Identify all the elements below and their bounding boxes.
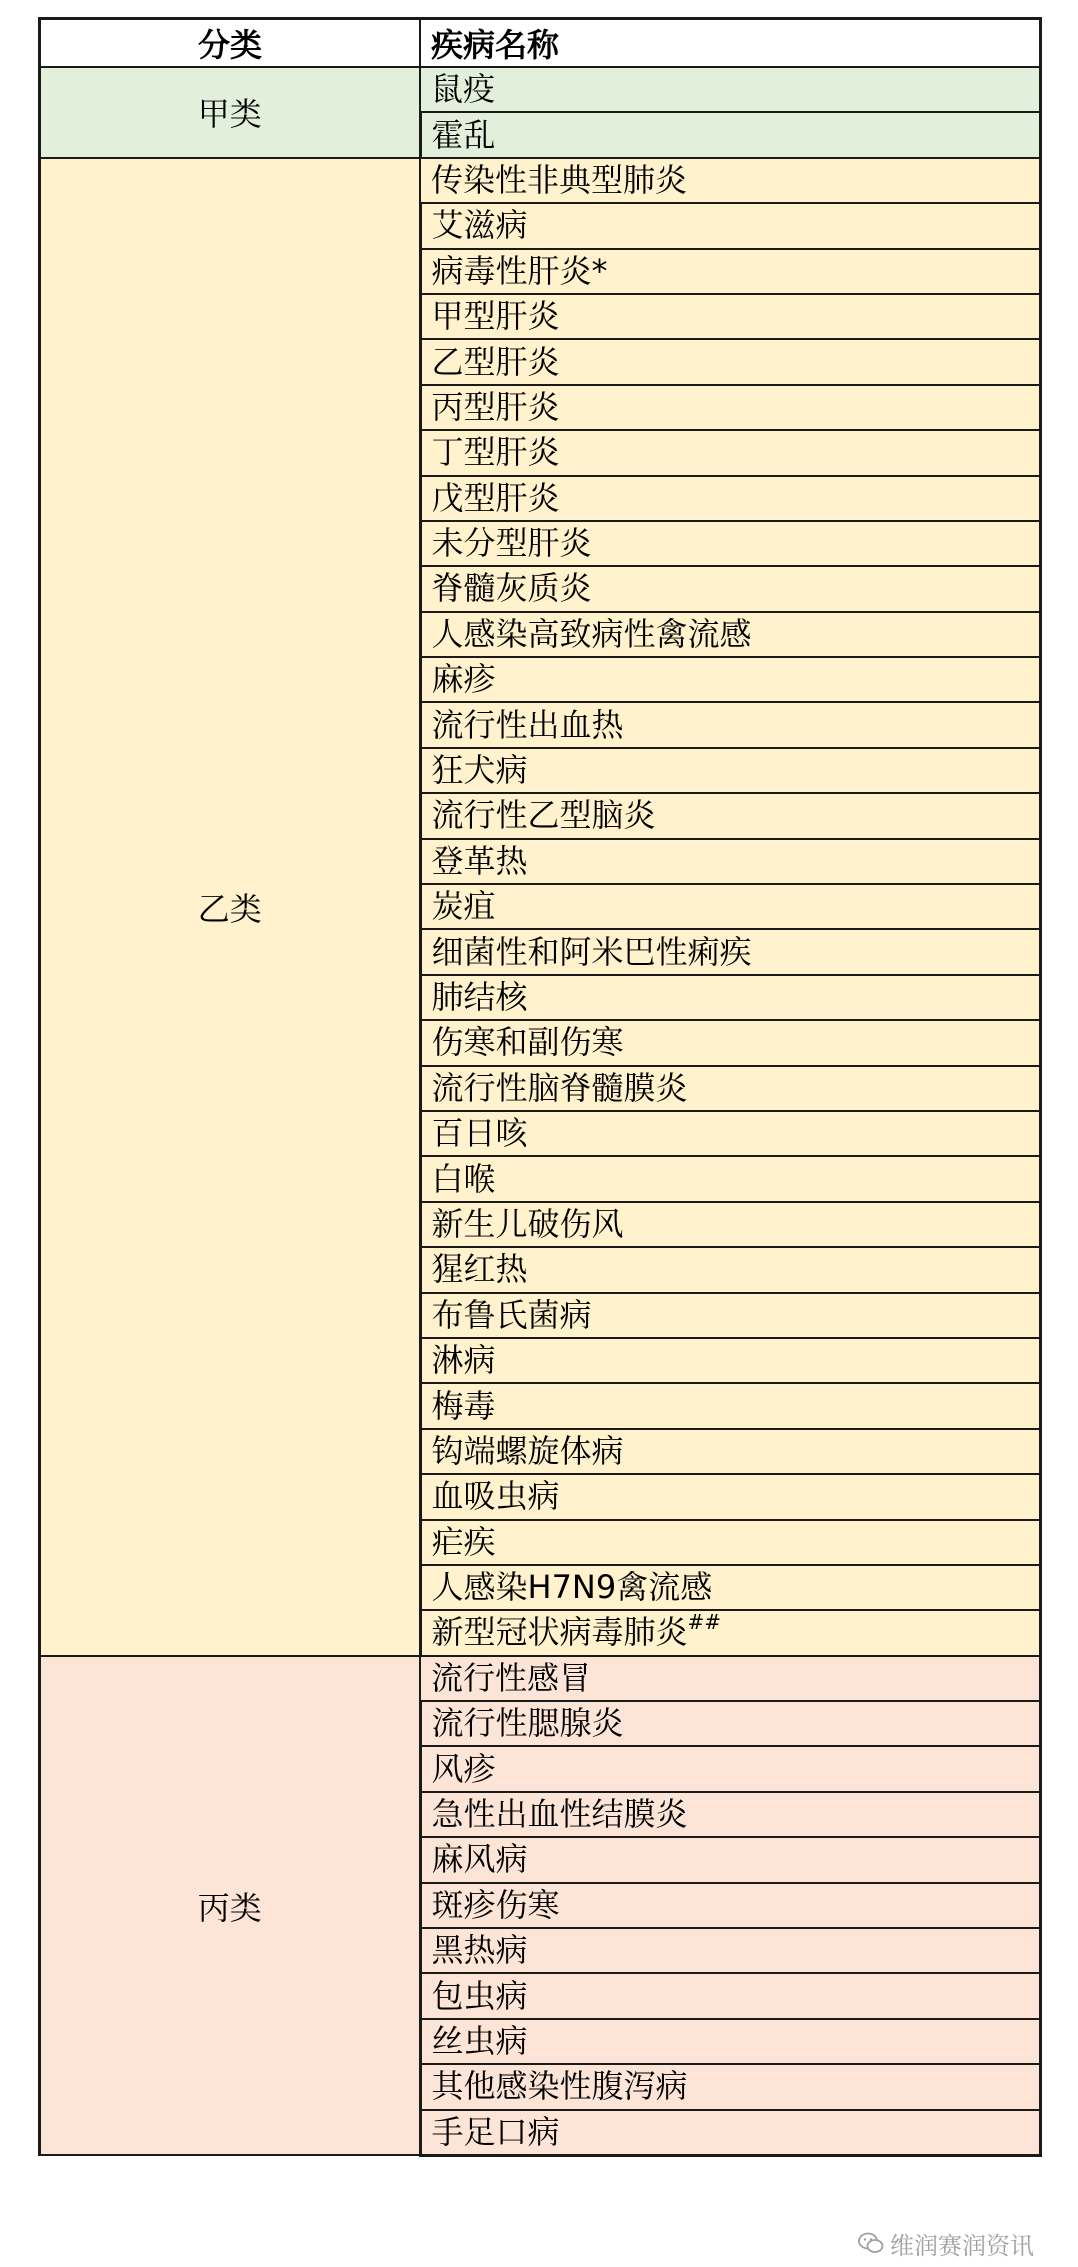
disease-name: 乙型肝炎	[431, 342, 560, 381]
header-category: 分类	[40, 19, 421, 68]
disease-cell	[420, 702, 1041, 747]
disease-classification-table	[38, 17, 1042, 2157]
disease-name: 炭疽	[431, 887, 496, 926]
disease-name: 人感染H7N9禽流感	[431, 1568, 713, 1607]
disease-name: 流行性感冒	[431, 1658, 592, 1697]
disease-cell	[420, 521, 1041, 566]
disease-name: 急性出血性结膜炎	[431, 1795, 688, 1834]
disease-cell	[420, 748, 1041, 793]
disease-name: 钩端螺旋体病	[431, 1431, 624, 1470]
disease-cell	[420, 2064, 1041, 2109]
category-cell: 甲类	[40, 67, 421, 158]
disease-name: 脊髓灰质炎	[431, 569, 592, 608]
disease-cell	[420, 294, 1041, 339]
disease-name: 斑疹伤寒	[431, 1885, 560, 1924]
header-row	[40, 19, 1041, 68]
disease-name: 丙型肝炎	[431, 387, 560, 426]
disease-name: 丝虫病	[431, 2021, 528, 2060]
disease-name: 白喉	[431, 1159, 496, 1198]
group-1	[40, 158, 1041, 1656]
disease-name: 血吸虫病	[431, 1477, 560, 1516]
disease-cell	[420, 67, 1041, 112]
disease-cell	[420, 1066, 1041, 1111]
disease-name: 布鲁氏菌病	[431, 1295, 592, 1334]
disease-cell	[420, 566, 1041, 611]
disease-cell	[420, 2110, 1041, 2156]
disease-cell	[420, 612, 1041, 657]
disease-name: 疟疾	[431, 1522, 496, 1561]
disease-cell	[420, 1111, 1041, 1156]
disease-cell	[420, 929, 1041, 974]
category-cell: 丙类	[40, 1656, 421, 2156]
disease-cell	[420, 1202, 1041, 1247]
disease-name: 百日咳	[431, 1114, 528, 1153]
disease-cell	[420, 1656, 1041, 1701]
disease-name: 细菌性和阿米巴性痢疾	[431, 932, 752, 971]
disease-cell	[420, 1973, 1041, 2018]
disease-name: 甲型肝炎	[431, 297, 560, 336]
disease-name: 伤寒和副伤寒	[431, 1023, 624, 1062]
disease-cell	[420, 1338, 1041, 1383]
disease-cell	[420, 203, 1041, 248]
disease-name: 狂犬病	[431, 751, 528, 790]
disease-name: 未分型肝炎	[431, 524, 592, 563]
disease-name: 黑热病	[431, 1931, 528, 1970]
disease-cell	[420, 1701, 1041, 1746]
disease-cell	[420, 339, 1041, 384]
disease-name: 手足口病	[431, 2112, 560, 2151]
table-row	[40, 67, 1041, 112]
disease-cell	[420, 839, 1041, 884]
disease-name: 人感染高致病性禽流感	[431, 614, 752, 653]
category-cell: 乙类	[40, 158, 421, 1656]
disease-name: 登革热	[431, 841, 528, 880]
disease-cell	[420, 1429, 1041, 1474]
disease-name: 其他感染性腹泻病	[431, 2067, 688, 2106]
wechat-icon	[858, 2232, 884, 2254]
disease-cell	[420, 1293, 1041, 1338]
disease-name: 病毒性肝炎*	[431, 251, 608, 290]
disease-cell	[420, 1565, 1041, 1610]
group-0	[40, 67, 1041, 158]
disease-cell	[420, 1746, 1041, 1791]
disease-name: 流行性出血热	[431, 705, 624, 744]
disease-cell	[420, 1020, 1041, 1065]
disease-name: 流行性乙型脑炎	[431, 796, 656, 835]
disease-name: 丁型肝炎	[431, 433, 560, 472]
disease-name: 鼠疫	[431, 70, 496, 109]
disease-cell	[420, 1928, 1041, 1973]
disease-cell	[420, 1837, 1041, 1882]
disease-name: 猩红热	[431, 1250, 528, 1289]
disease-name: 新型冠状病毒肺炎	[431, 1613, 688, 1652]
disease-cell	[420, 1610, 1041, 1655]
disease-name: 麻风病	[431, 1840, 528, 1879]
group-2	[40, 1656, 1041, 2156]
disease-name: 麻疹	[431, 660, 496, 699]
disease-name: 包虫病	[431, 1976, 528, 2015]
watermark	[858, 2228, 1034, 2258]
footnote-mark: ##	[687, 1610, 722, 1635]
disease-cell	[420, 249, 1041, 294]
disease-cell	[420, 112, 1041, 157]
disease-name: 风疹	[431, 1749, 496, 1788]
disease-name: 流行性腮腺炎	[431, 1704, 624, 1743]
disease-cell	[420, 385, 1041, 430]
disease-cell	[420, 1520, 1041, 1565]
disease-cell	[420, 657, 1041, 702]
table-row	[40, 1656, 1041, 1701]
disease-name: 戊型肝炎	[431, 478, 560, 517]
disease-cell	[420, 430, 1041, 475]
disease-cell	[420, 476, 1041, 521]
disease-name: 流行性脑脊髓膜炎	[431, 1068, 688, 1107]
header-disease-name: 疾病名称	[420, 19, 1041, 68]
disease-cell	[420, 975, 1041, 1020]
disease-name: 新生儿破伤风	[431, 1204, 624, 1243]
disease-name: 霍乱	[431, 115, 496, 154]
disease-cell	[420, 793, 1041, 838]
disease-cell	[420, 1156, 1041, 1201]
disease-cell	[420, 1383, 1041, 1428]
disease-name: 肺结核	[431, 978, 528, 1016]
table-row	[40, 158, 1041, 203]
disease-cell	[420, 1883, 1041, 1928]
disease-cell	[420, 1247, 1041, 1292]
disease-name: 传染性非典型肺炎	[431, 160, 688, 199]
disease-name: 淋病	[431, 1341, 496, 1380]
disease-cell	[420, 1474, 1041, 1519]
disease-name: 艾滋病	[431, 206, 528, 245]
watermark-text: 维润赛润资讯	[890, 2231, 1034, 2260]
disease-cell	[420, 158, 1041, 203]
disease-cell	[420, 1792, 1041, 1837]
disease-cell	[420, 2019, 1041, 2064]
disease-cell	[420, 884, 1041, 929]
disease-name: 梅毒	[431, 1386, 496, 1425]
